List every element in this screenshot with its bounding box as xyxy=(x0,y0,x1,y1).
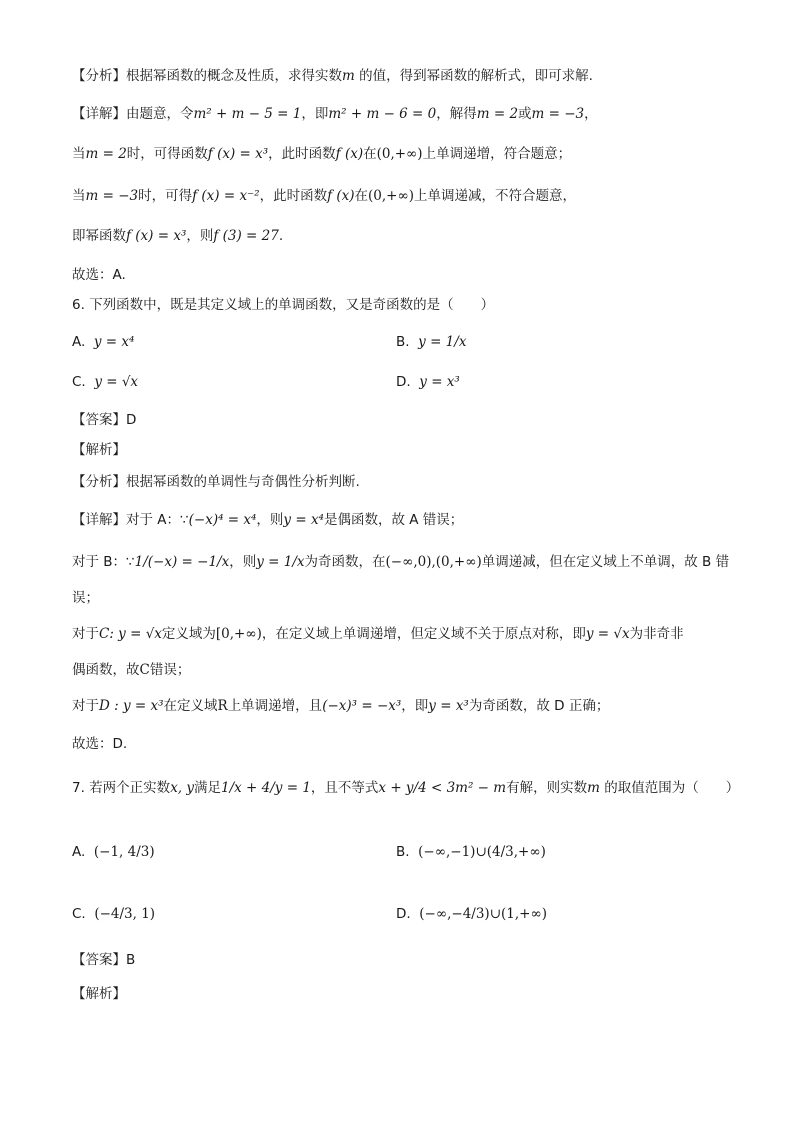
analysis-line-5: 【分析】根据幂函数的概念及性质，求得实数m 的值，得到幂函数的解析式，即可求解. xyxy=(72,68,593,84)
explanation-7-header: 【解析】 xyxy=(72,986,126,1002)
q7-options-cd: C. (−4/3, 1) D. (−∞,−4/3)∪(1,+∞) xyxy=(72,906,547,922)
analysis-6: 【分析】根据幂函数的单调性与奇偶性分析判断. xyxy=(72,474,360,490)
q6-options-ab: A. y = x⁴ B. y = 1/x xyxy=(72,334,467,350)
question-7: 7. 若两个正实数x, y满足1/x + 4/y = 1，且不等式x + y/4 < 3m² − m有解，则实数m 的取值范围为（ ） xyxy=(72,780,740,796)
conclusion-line: 即幂函数f (x) = x³，则f (3) = 27. xyxy=(72,228,284,244)
q6-options-cd: C. y = √x D. y = x³ xyxy=(72,374,460,390)
detail-6-b-cont: 误； xyxy=(72,590,99,606)
q7-options-ab: A. (−1, 4/3) B. (−∞,−1)∪(4/3,+∞) xyxy=(72,844,546,860)
case-m-neg3-line: 当m = −3时，可得f (x) = x⁻²，此时函数f (x)在(0,+∞)上单调递减，不符合题意， xyxy=(72,188,577,204)
detail-6-d: 对于D : y = x³在定义域R上单调递增，且(−x)³ = −x³，即y = x³为奇函数，故 D 正确； xyxy=(72,698,610,714)
answer-6: 【答案】D xyxy=(72,412,137,428)
answer-7: 【答案】B xyxy=(72,952,136,968)
detail-6-b: 对于 B：∵1/(−x) = −1/x，则y = 1/x为奇函数，在(−∞,0),(0,+∞)单调递减，但在定义域上不单调，故 B 错 xyxy=(72,554,730,570)
explanation-6-header: 【解析】 xyxy=(72,442,126,458)
case-m2-line: 当m = 2时，可得函数f (x) = x³，此时函数f (x)在(0,+∞)上单调递增，符合题意； xyxy=(72,146,572,162)
question-6: 6. 下列函数中，既是其定义域上的单调函数，又是奇函数的是（ ） xyxy=(72,297,495,313)
choice-d-line: 故选：D. xyxy=(72,736,128,752)
detail-line-5: 【详解】由题意，令m² + m − 5 = 1，即m² + m − 6 = 0，解得m = 2或m = −3， xyxy=(72,106,598,122)
detail-6-a: 【详解】对于 A：∵(−x)⁴ = x⁴，则y = x⁴是偶函数，故 A 错误； xyxy=(72,512,464,528)
choice-a-line: 故选：A. xyxy=(72,267,126,283)
detail-6-c-cont: 偶函数，故C错误； xyxy=(72,662,191,678)
analysis-tag: 【分析】 xyxy=(72,68,126,84)
detail-6-c: 对于C: y = √x定义域为[0,+∞)，在定义域上单调递增，但定义域不关于原点对称，即y = √x为非奇非 xyxy=(72,626,684,642)
